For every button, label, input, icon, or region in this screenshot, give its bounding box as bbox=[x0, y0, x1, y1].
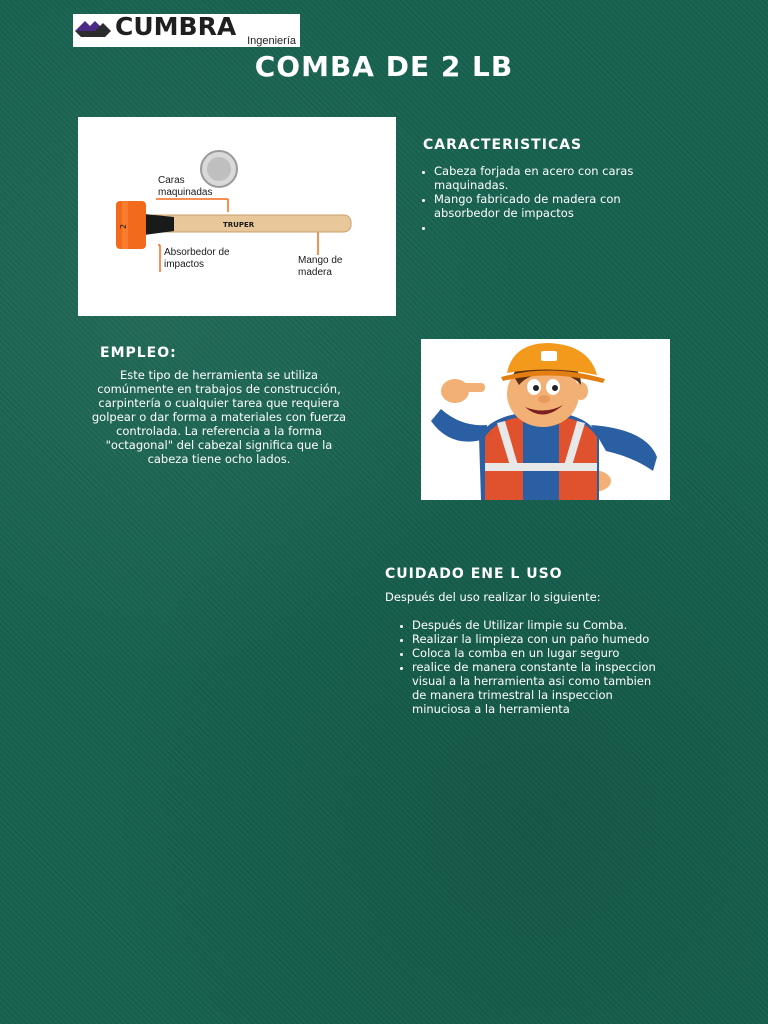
list-item: • realice de manera constante la inspeccion visual a la herramienta asi como tambien de manera trimestral la inspeccion minuciosa a la herramienta bbox=[412, 660, 660, 716]
list-item: • Realizar la limpieza con un paño humedo bbox=[412, 632, 660, 646]
cuidado-intro: Después del uso realizar lo siguiente: bbox=[385, 590, 601, 604]
svg-text:2: 2 bbox=[119, 223, 128, 229]
construction-worker-illustration-icon bbox=[421, 339, 670, 500]
list-item: • Coloca la comba en un lugar seguro bbox=[412, 646, 660, 660]
cuidado-heading: CUIDADO ENE L USO bbox=[385, 566, 563, 582]
list-item: • Después de Utilizar limpie su Comba. bbox=[412, 618, 660, 632]
list-item bbox=[434, 220, 672, 234]
worker-image bbox=[421, 339, 670, 500]
label-mango: Mango de madera bbox=[298, 255, 343, 278]
caracteristicas-list bbox=[412, 164, 672, 234]
cumbra-logo-mark-icon bbox=[75, 17, 113, 43]
caracteristicas-heading: CARACTERISTICAS bbox=[423, 137, 583, 153]
label-absorbedor: Absorbedor de impactos bbox=[164, 247, 230, 270]
logo-subtitle: Ingeniería bbox=[247, 35, 296, 47]
sledgehammer-illustration-icon bbox=[78, 117, 396, 316]
hammer-image bbox=[78, 117, 396, 316]
list-item: • Mango fabricado de madera con absorbedor de impactos bbox=[434, 192, 672, 220]
list-item: • Cabeza forjada en acero con caras maquinadas. bbox=[434, 164, 672, 192]
label-caras: Caras maquinadas bbox=[158, 175, 213, 198]
company-logo bbox=[73, 14, 300, 47]
logo-brand-text: CUMBRA bbox=[115, 12, 237, 41]
empleo-text: Este tipo de herramienta se utiliza comúnmente en trabajos de construcción, carpintería o cualquier tarea que requiera golpear o dar forma a materiales con fuerza controlada. La referencia a la forma "octagonal" del cabezal significa que la cabeza tiene ocho lados. bbox=[91, 368, 347, 466]
page-title: COMBA DE 2 LB bbox=[254, 50, 514, 83]
svg-text:TRUPER: TRUPER bbox=[223, 221, 255, 229]
cuidado-list bbox=[390, 618, 660, 716]
empleo-heading: EMPLEO: bbox=[100, 345, 177, 361]
